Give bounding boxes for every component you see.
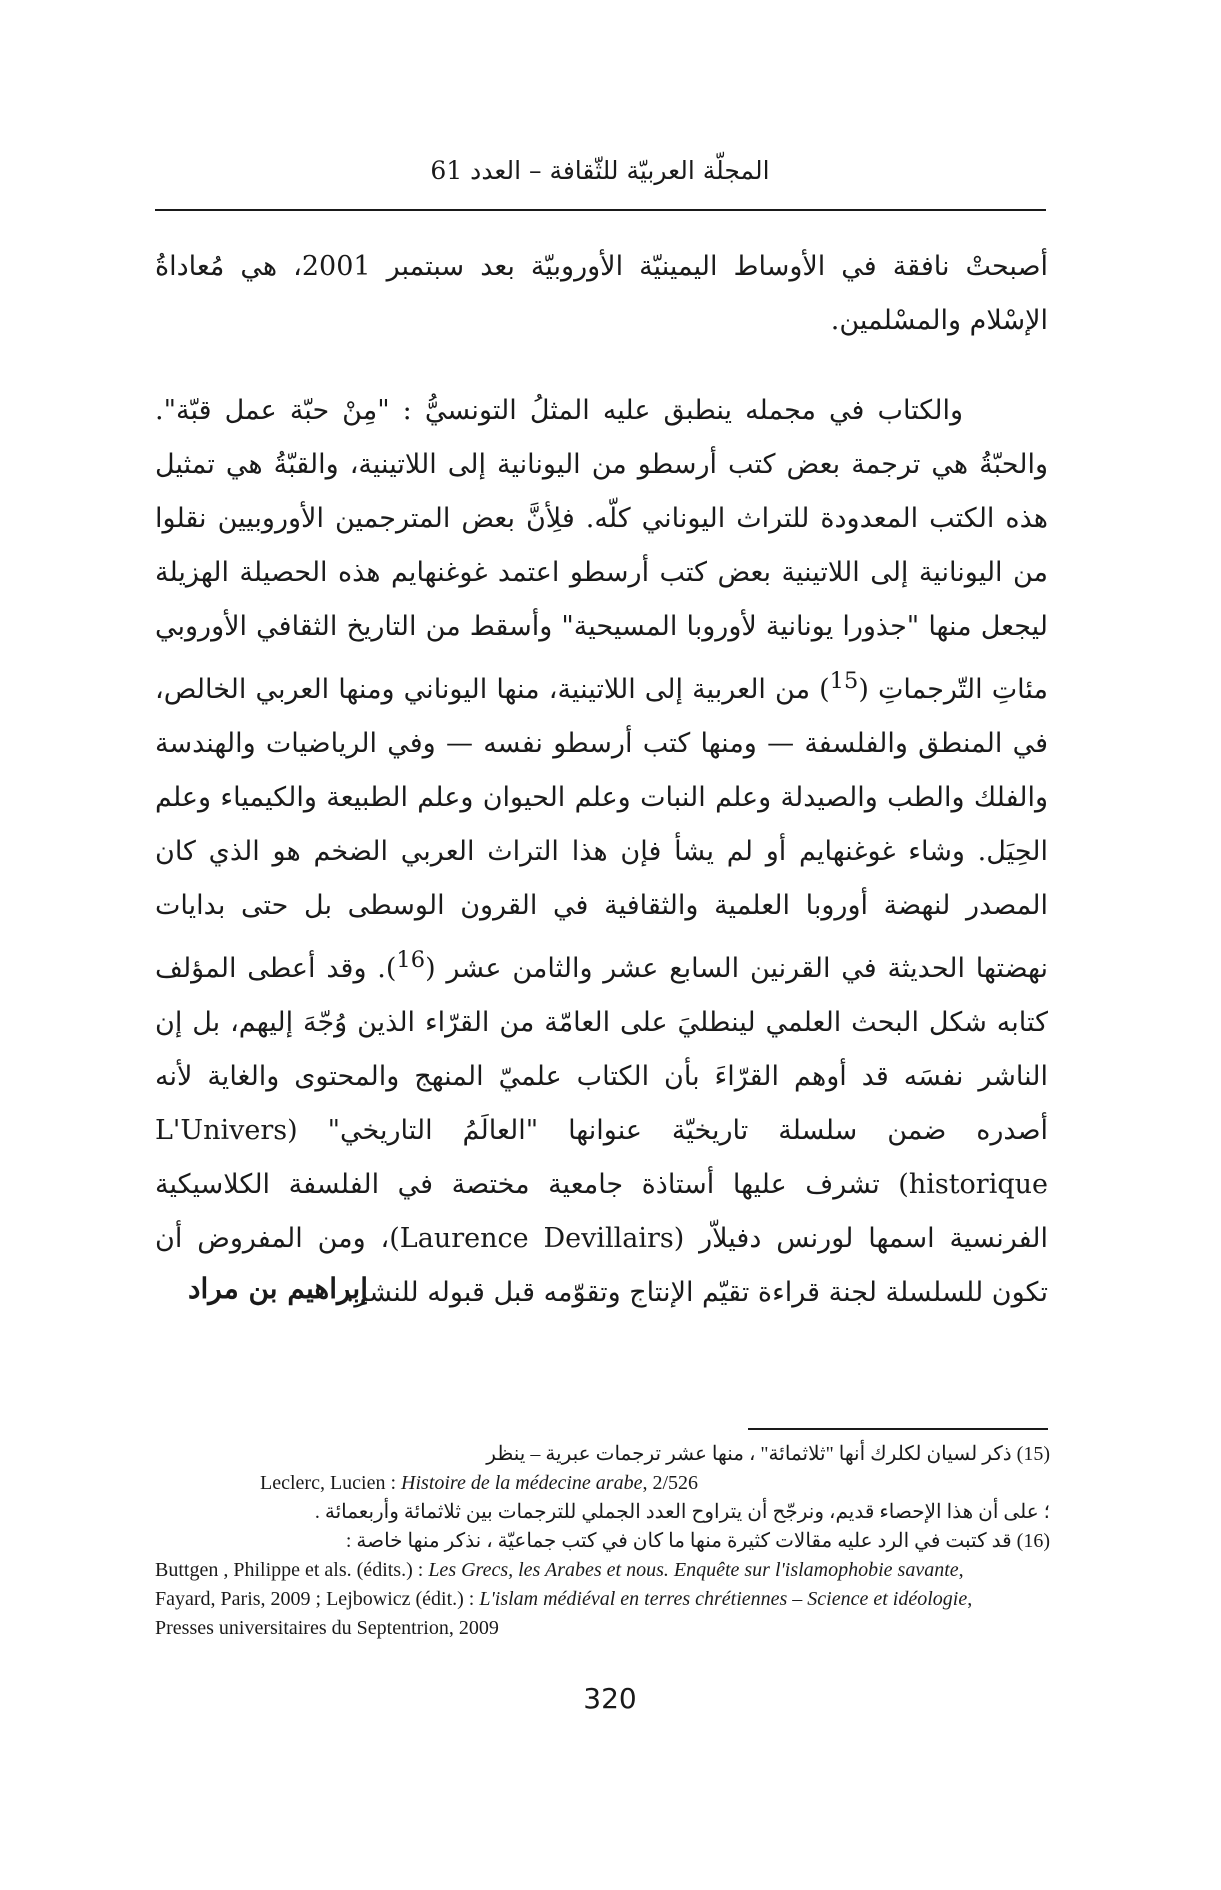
footnote-15-ref-page: , 2/526: [642, 1472, 699, 1494]
page-number: 320: [583, 1682, 637, 1715]
footnote-16-line-1: (16) قد كتبت في الرد عليه مقالات كثيرة منها ما كان في كتب جماعيّة ، نذكر منها خاصة :: [345, 1530, 1050, 1552]
paragraph-2-part-1: والكتاب في مجمله ينطبق عليه المثلُ التونسيُّ : "مِنْ حبّة عمل قبّة". والحبّةُ هي ترجمة بعض كتب أرسطو من اليونانية إلى اللاتينية، والقبّةُ هي تمثيل هذه الكتب المعدودة للتراث اليوناني كلّه. فلِأنَّ بعض المترجمين الأوروبيين نقلوا من اليونانية إلى اللاتينية بعض كتب أرسطو اعتمد غوغنهايم هذه الحصيلة الهزيلة ليجعل منها "جذورا يونانية لأوروبا المسيحية" وأسقط من التاريخ الثقافي الأوروبي مئاتِ التّرجماتِ (: [155, 395, 1049, 705]
paragraph-1: أصبحتْ نافقة في الأوساط اليمينيّة الأوروبيّة بعد سبتمبر 2001، هي مُعاداةُ الإسْلام والمسْلمين.: [155, 251, 1048, 336]
footnote-16-ref2-pub: , Presses universitaires du Septentrion, 2009: [155, 1588, 973, 1639]
footnote-ref-16[interactable]: 16: [396, 947, 426, 973]
french-series-title: L'Univers historique: [155, 1115, 1048, 1200]
paragraph-2-part-4: ) تشرف عليها أستاذة جامعية مختصة في الفلسفة الكلاسيكية الفرنسية اسمها لورنس دفيلاّر (: [155, 1169, 1048, 1254]
paragraph-2: [155, 384, 1048, 1320]
footnote-15-ref-title: Histoire de la médecine arabe: [401, 1472, 643, 1494]
footnotes: [155, 1440, 1050, 1643]
running-header: المجلّة العربيّة للثّقافة – العدد 61: [430, 156, 770, 185]
footnote-15-reference: [155, 1469, 1050, 1498]
paragraph-2-part-5: )، ومن المفروض أن تكون للسلسلة لجنة قراءة تقيّم الإنتاج وتقوّمه قبل قبوله للنشر.: [155, 1223, 1048, 1308]
footnote-15-ref-author: Leclerc, Lucien :: [260, 1472, 402, 1494]
footnote-15-line-1: (15) ذكر لسيان لكلرك أنها "ثلاثمائة" ، منها عشر ترجمات عبرية – ينظر: [486, 1443, 1050, 1465]
footnote-rule: [748, 1428, 1048, 1430]
footnote-16-ref2-title: L'islam médiéval en terres chrétiennes – Science et idéologie: [479, 1588, 968, 1610]
paragraph-2-part-2: ) من العربية إلى اللاتينية، منها اليوناني ومنها العربي الخالص، في المنطق والفلسفة — ومنها كتب أرسطو نفسه — وفي الرياضيات والهندسة والفلك والطب والصيدلة وعلم النبات وعلم الحيوان وعلم الطبيعة والكيمياء وعلم الحِيَل. وشاء غوغنهايم أو لم يشأ فإن هذا التراث العربي الضخم هو الذي كان المصدر لنهضة أوروبا العلمية والثقافية في القرون الوسطى بل حتى بدايات نهضتها الحديثة في القرنين السابع عشر والثامن عشر (: [155, 674, 1048, 984]
footnote-ref-15[interactable]: 15: [829, 668, 859, 694]
footnote-15-line-2: ؛ على أن هذا الإحصاء قديم، ونرجّح أن يتراوح العدد الجملي للترجمات بين ثلاثمائة وأربعمائة .: [314, 1501, 1050, 1523]
paragraph-2-part-3: ). وقد أعطى المؤلف كتابه شكل البحث العلمي لينطليَ على العامّة من القرّاء الذين وُجّهَ إليهم، بل إن الناشر نفسَه قد أوهم القرّاءَ بأن الكتاب علميّ المنهج والمحتوى والغاية لأنه أصدره ضمن سلسلة تاريخيّة عنوانها "العالَمُ التاريخي" (: [155, 953, 1048, 1146]
footnote-16-ref1-pub: , Fayard, Paris, 2009 ; Lejbowicz (édit.) :: [155, 1559, 964, 1610]
footnote-16-reference: [155, 1556, 1050, 1643]
author-signature: إبراهيم بن مراد: [188, 1272, 368, 1305]
body-text: [155, 240, 1048, 1320]
footnote-16-ref1-title: Les Grecs, les Arabes et nous. Enquête sur l'islamophobie savante: [428, 1559, 959, 1581]
footnote-16-ref1-author: Buttgen , Philippe et als. (édits.) :: [155, 1559, 429, 1581]
french-name: Laurence Devillairs: [399, 1223, 674, 1254]
header-rule: [155, 209, 1046, 211]
